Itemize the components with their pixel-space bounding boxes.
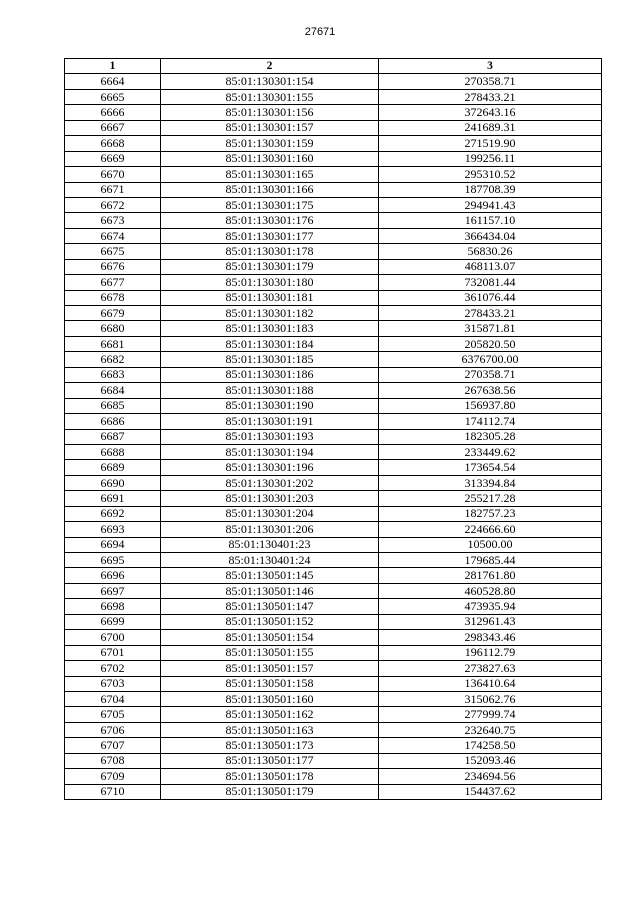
value-cell: 182757.23 — [379, 506, 602, 521]
value-cell: 199256.11 — [379, 151, 602, 166]
value-cell: 156937.80 — [379, 398, 602, 413]
row-number-cell: 6681 — [65, 336, 161, 351]
value-cell: 241689.31 — [379, 120, 602, 135]
table-row — [65, 89, 602, 104]
table-row — [65, 367, 602, 382]
table-row — [65, 213, 602, 228]
value-cell: 315062.76 — [379, 691, 602, 706]
value-cell: 298343.46 — [379, 630, 602, 645]
value-cell: 6376700.00 — [379, 352, 602, 367]
value-cell: 312961.43 — [379, 614, 602, 629]
value-cell: 136410.64 — [379, 676, 602, 691]
cadastral-number-cell: 85:01:130501:162 — [161, 707, 379, 722]
cadastral-number-cell: 85:01:130501:173 — [161, 738, 379, 753]
table-row — [65, 182, 602, 197]
value-cell: 232640.75 — [379, 722, 602, 737]
cadastral-number-cell: 85:01:130301:154 — [161, 74, 379, 89]
table-row — [65, 321, 602, 336]
cadastral-number-cell: 85:01:130301:193 — [161, 429, 379, 444]
row-number-cell: 6702 — [65, 661, 161, 676]
value-cell: 278433.21 — [379, 306, 602, 321]
table-row — [65, 336, 602, 351]
row-number-cell: 6684 — [65, 383, 161, 398]
value-cell: 313394.84 — [379, 475, 602, 490]
value-cell: 361076.44 — [379, 290, 602, 305]
row-number-cell: 6665 — [65, 89, 161, 104]
value-cell: 179685.44 — [379, 553, 602, 568]
table-row — [65, 429, 602, 444]
value-cell: 460528.80 — [379, 583, 602, 598]
value-cell: 174258.50 — [379, 738, 602, 753]
row-number-cell: 6666 — [65, 105, 161, 120]
table-row — [65, 228, 602, 243]
value-cell: 473935.94 — [379, 599, 602, 614]
table-row — [65, 259, 602, 274]
table-row — [65, 275, 602, 290]
cadastral-number-cell: 85:01:130301:178 — [161, 244, 379, 259]
value-cell: 56830.26 — [379, 244, 602, 259]
value-cell: 234694.56 — [379, 769, 602, 784]
cadastral-number-cell: 85:01:130401:23 — [161, 537, 379, 552]
cadastral-number-cell: 85:01:130301:180 — [161, 275, 379, 290]
table-row — [65, 784, 602, 799]
row-number-cell: 6674 — [65, 228, 161, 243]
row-number-cell: 6710 — [65, 784, 161, 799]
row-number-cell: 6703 — [65, 676, 161, 691]
table-row — [65, 553, 602, 568]
table-row — [65, 74, 602, 89]
table-row — [65, 136, 602, 151]
value-cell: 267638.56 — [379, 383, 602, 398]
cadastral-number-cell: 85:01:130501:147 — [161, 599, 379, 614]
row-number-cell: 6667 — [65, 120, 161, 135]
table-row — [65, 722, 602, 737]
row-number-cell: 6697 — [65, 583, 161, 598]
value-cell: 161157.10 — [379, 213, 602, 228]
table-row — [65, 151, 602, 166]
row-number-cell: 6680 — [65, 321, 161, 336]
cadastral-number-cell: 85:01:130501:152 — [161, 614, 379, 629]
table-row — [65, 568, 602, 583]
row-number-cell: 6707 — [65, 738, 161, 753]
cadastral-number-cell: 85:01:130301:196 — [161, 460, 379, 475]
table-row — [65, 614, 602, 629]
value-cell: 270358.71 — [379, 367, 602, 382]
cadastral-number-cell: 85:01:130501:155 — [161, 645, 379, 660]
table-row — [65, 645, 602, 660]
row-number-cell: 6664 — [65, 74, 161, 89]
table-body — [65, 74, 602, 800]
table-row — [65, 506, 602, 521]
cadastral-number-cell: 85:01:130301:156 — [161, 105, 379, 120]
cadastral-number-cell: 85:01:130301:203 — [161, 491, 379, 506]
table-row — [65, 120, 602, 135]
value-cell: 277999.74 — [379, 707, 602, 722]
cadastral-number-cell: 85:01:130301:155 — [161, 89, 379, 104]
table-row — [65, 383, 602, 398]
value-cell: 271519.90 — [379, 136, 602, 151]
table-row — [65, 630, 602, 645]
cadastral-number-cell: 85:01:130501:177 — [161, 753, 379, 768]
row-number-cell: 6683 — [65, 367, 161, 382]
value-cell: 281761.80 — [379, 568, 602, 583]
table-row — [65, 197, 602, 212]
value-cell: 182305.28 — [379, 429, 602, 444]
value-cell: 295310.52 — [379, 167, 602, 182]
value-cell: 10500.00 — [379, 537, 602, 552]
cadastral-number-cell: 85:01:130501:160 — [161, 691, 379, 706]
table-row — [65, 398, 602, 413]
row-number-cell: 6686 — [65, 414, 161, 429]
cadastral-number-cell: 85:01:130301:166 — [161, 182, 379, 197]
cadastral-number-cell: 85:01:130501:158 — [161, 676, 379, 691]
row-number-cell: 6699 — [65, 614, 161, 629]
cadastral-number-cell: 85:01:130501:157 — [161, 661, 379, 676]
row-number-cell: 6668 — [65, 136, 161, 151]
table-row — [65, 537, 602, 552]
register-table — [64, 58, 602, 800]
cadastral-number-cell: 85:01:130301:194 — [161, 444, 379, 459]
cadastral-number-cell: 85:01:130301:179 — [161, 259, 379, 274]
value-cell: 273827.63 — [379, 661, 602, 676]
cadastral-number-cell: 85:01:130301:157 — [161, 120, 379, 135]
cadastral-number-cell: 85:01:130301:165 — [161, 167, 379, 182]
cadastral-number-cell: 85:01:130301:182 — [161, 306, 379, 321]
cadastral-number-cell: 85:01:130301:190 — [161, 398, 379, 413]
table-row — [65, 599, 602, 614]
cadastral-number-cell: 85:01:130301:186 — [161, 367, 379, 382]
value-cell: 174112.74 — [379, 414, 602, 429]
row-number-cell: 6704 — [65, 691, 161, 706]
cadastral-number-cell: 85:01:130301:176 — [161, 213, 379, 228]
cadastral-number-cell: 85:01:130301:160 — [161, 151, 379, 166]
row-number-cell: 6688 — [65, 444, 161, 459]
table-row — [65, 352, 602, 367]
cadastral-number-cell: 85:01:130301:184 — [161, 336, 379, 351]
cadastral-number-cell: 85:01:130501:154 — [161, 630, 379, 645]
table-row — [65, 753, 602, 768]
value-cell: 255217.28 — [379, 491, 602, 506]
cadastral-number-cell: 85:01:130401:24 — [161, 553, 379, 568]
table-row — [65, 414, 602, 429]
cadastral-number-cell: 85:01:130301:202 — [161, 475, 379, 490]
row-number-cell: 6677 — [65, 275, 161, 290]
value-cell: 154437.62 — [379, 784, 602, 799]
row-number-cell: 6700 — [65, 630, 161, 645]
table-row — [65, 738, 602, 753]
table-row — [65, 290, 602, 305]
cadastral-number-cell: 85:01:130301:181 — [161, 290, 379, 305]
row-number-cell: 6706 — [65, 722, 161, 737]
row-number-cell: 6694 — [65, 537, 161, 552]
table-row — [65, 460, 602, 475]
table-row — [65, 306, 602, 321]
value-cell: 152093.46 — [379, 753, 602, 768]
cadastral-number-cell: 85:01:130301:183 — [161, 321, 379, 336]
column-header-2: 2 — [161, 59, 379, 74]
column-header-1: 1 — [65, 59, 161, 74]
table-row — [65, 769, 602, 784]
column-header-3: 3 — [379, 59, 602, 74]
cadastral-number-cell: 85:01:130301:206 — [161, 522, 379, 537]
row-number-cell: 6682 — [65, 352, 161, 367]
value-cell: 315871.81 — [379, 321, 602, 336]
cadastral-number-cell: 85:01:130501:163 — [161, 722, 379, 737]
table-row — [65, 661, 602, 676]
row-number-cell: 6693 — [65, 522, 161, 537]
row-number-cell: 6709 — [65, 769, 161, 784]
value-cell: 372643.16 — [379, 105, 602, 120]
table-row — [65, 475, 602, 490]
row-number-cell: 6708 — [65, 753, 161, 768]
table-row — [65, 583, 602, 598]
row-number-cell: 6687 — [65, 429, 161, 444]
cadastral-number-cell: 85:01:130301:204 — [161, 506, 379, 521]
row-number-cell: 6685 — [65, 398, 161, 413]
value-cell: 278433.21 — [379, 89, 602, 104]
row-number-cell: 6692 — [65, 506, 161, 521]
row-number-cell: 6689 — [65, 460, 161, 475]
value-cell: 294941.43 — [379, 197, 602, 212]
row-number-cell: 6672 — [65, 197, 161, 212]
row-number-cell: 6670 — [65, 167, 161, 182]
table-row — [65, 676, 602, 691]
value-cell: 187708.39 — [379, 182, 602, 197]
value-cell: 468113.07 — [379, 259, 602, 274]
cadastral-number-cell: 85:01:130501:179 — [161, 784, 379, 799]
table-row — [65, 707, 602, 722]
cadastral-number-cell: 85:01:130301:177 — [161, 228, 379, 243]
cadastral-number-cell: 85:01:130501:178 — [161, 769, 379, 784]
table-row — [65, 444, 602, 459]
row-number-cell: 6678 — [65, 290, 161, 305]
row-number-cell: 6698 — [65, 599, 161, 614]
row-number-cell: 6679 — [65, 306, 161, 321]
table-row — [65, 167, 602, 182]
cadastral-number-cell: 85:01:130301:188 — [161, 383, 379, 398]
row-number-cell: 6691 — [65, 491, 161, 506]
cadastral-number-cell: 85:01:130501:146 — [161, 583, 379, 598]
value-cell: 366434.04 — [379, 228, 602, 243]
table-row — [65, 522, 602, 537]
row-number-cell: 6669 — [65, 151, 161, 166]
row-number-cell: 6675 — [65, 244, 161, 259]
table-row — [65, 491, 602, 506]
cadastral-number-cell: 85:01:130301:191 — [161, 414, 379, 429]
row-number-cell: 6701 — [65, 645, 161, 660]
cadastral-number-cell: 85:01:130301:159 — [161, 136, 379, 151]
row-number-cell: 6705 — [65, 707, 161, 722]
value-cell: 233449.62 — [379, 444, 602, 459]
value-cell: 205820.50 — [379, 336, 602, 351]
table-row — [65, 244, 602, 259]
row-number-cell: 6695 — [65, 553, 161, 568]
page-number: 27671 — [304, 26, 336, 38]
value-cell: 173654.54 — [379, 460, 602, 475]
table-header-row — [65, 59, 602, 74]
value-cell: 732081.44 — [379, 275, 602, 290]
row-number-cell: 6676 — [65, 259, 161, 274]
row-number-cell: 6673 — [65, 213, 161, 228]
value-cell: 196112.79 — [379, 645, 602, 660]
value-cell: 270358.71 — [379, 74, 602, 89]
value-cell: 224666.60 — [379, 522, 602, 537]
row-number-cell: 6696 — [65, 568, 161, 583]
cadastral-number-cell: 85:01:130301:185 — [161, 352, 379, 367]
table-row — [65, 105, 602, 120]
row-number-cell: 6690 — [65, 475, 161, 490]
cadastral-number-cell: 85:01:130301:175 — [161, 197, 379, 212]
row-number-cell: 6671 — [65, 182, 161, 197]
cadastral-number-cell: 85:01:130501:145 — [161, 568, 379, 583]
table-row — [65, 691, 602, 706]
